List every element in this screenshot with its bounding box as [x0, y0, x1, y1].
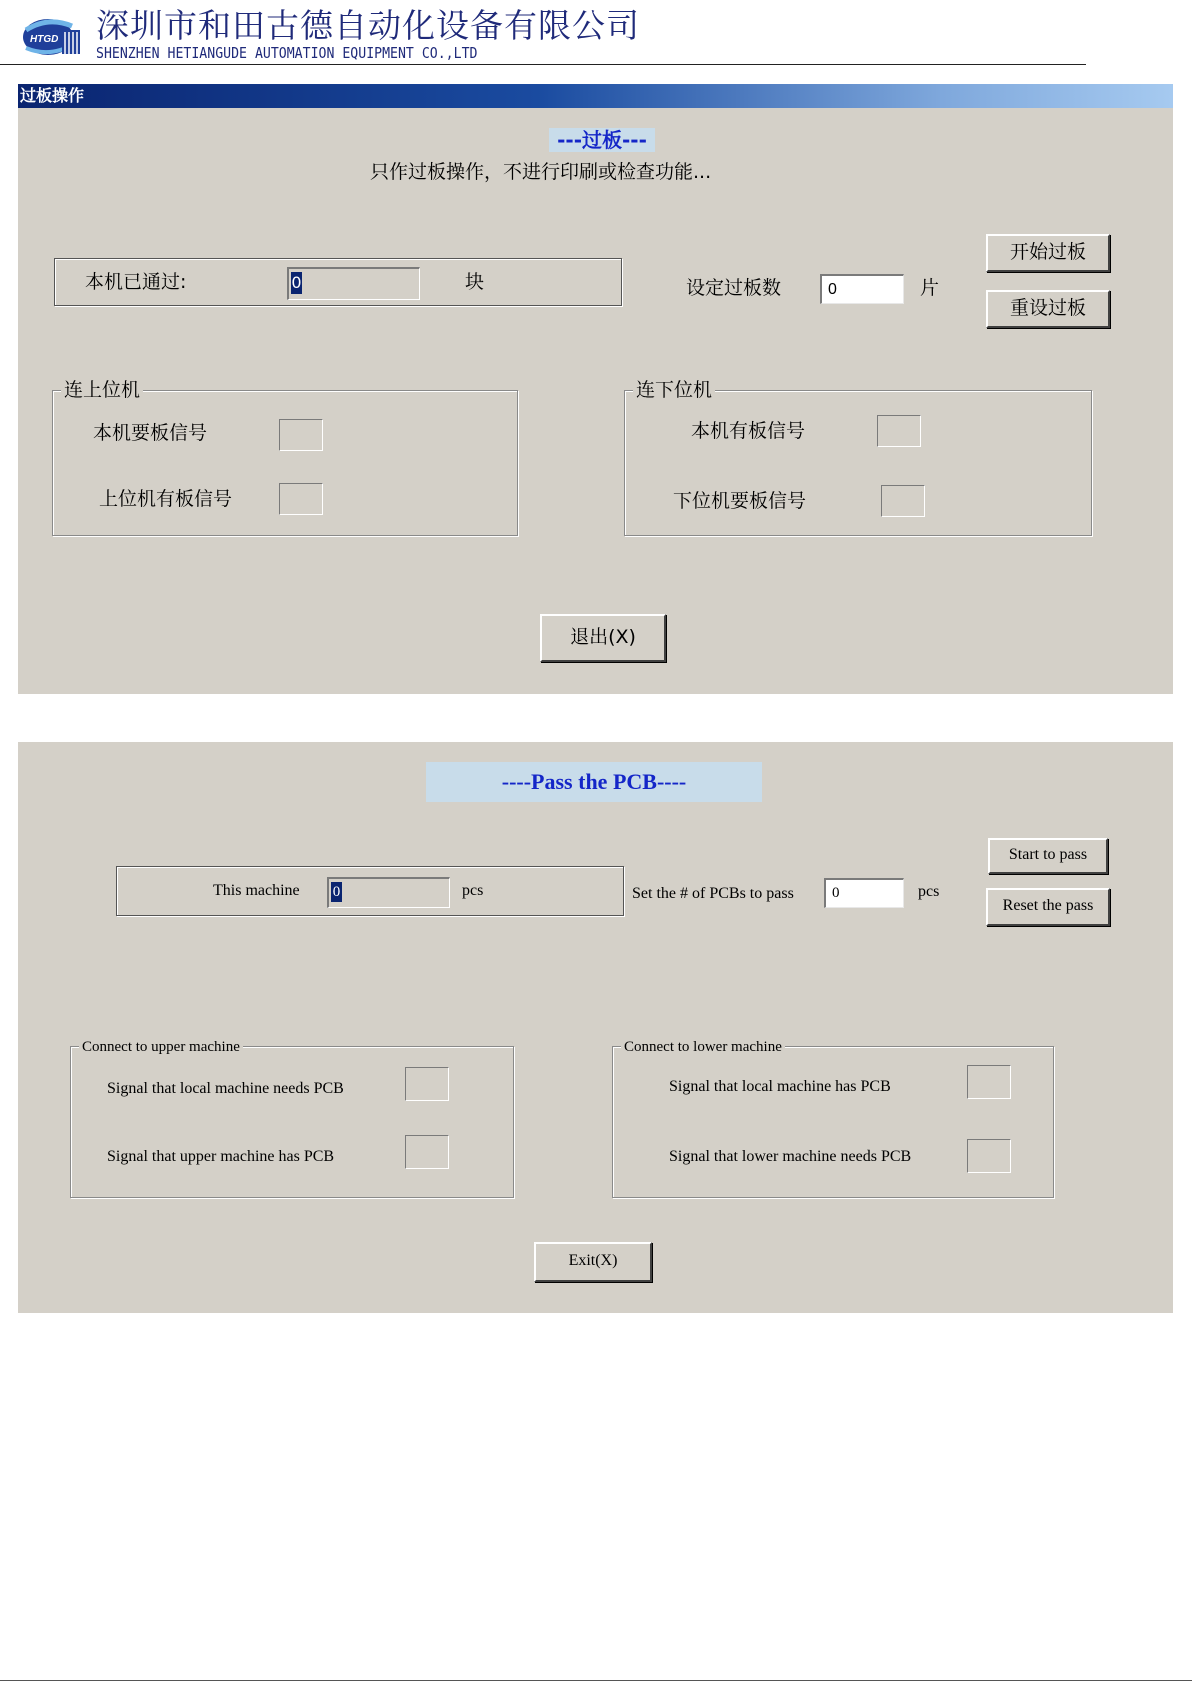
- passed-label: 本机已通过:: [85, 271, 187, 293]
- passed-count-value: 0: [332, 884, 341, 900]
- description-text: 只作过板操作，不进行印刷或检查功能...: [370, 161, 712, 183]
- exit-button[interactable]: Exit(X): [534, 1242, 652, 1282]
- lower-machine-group: [624, 379, 1092, 536]
- set-count-unit: 片: [920, 277, 940, 299]
- passed-count-field: [327, 877, 450, 908]
- local-has-board-label: 本机有板信号: [691, 420, 806, 442]
- passed-counter-group: [54, 258, 622, 306]
- local-needs-pcb-indicator: [405, 1067, 449, 1101]
- set-count-label: Set the # of PCBs to pass: [632, 885, 794, 902]
- svg-text:HTGD: HTGD: [30, 34, 59, 45]
- lower-group-title: Connect to lower machine: [621, 1037, 785, 1057]
- header-divider: [0, 64, 1086, 65]
- window-titlebar: [18, 84, 1173, 108]
- lower-needs-pcb-label: Signal that lower machine needs PCB: [669, 1148, 912, 1165]
- upper-has-board-indicator: [279, 483, 323, 515]
- passed-unit: 块: [465, 271, 485, 293]
- reset-pass-button[interactable]: 重设过板: [986, 290, 1110, 328]
- passed-label: This machine: [213, 882, 300, 899]
- passed-count-value: 0: [291, 273, 302, 292]
- company-logo: [22, 14, 80, 60]
- set-count-unit: pcs: [918, 883, 940, 900]
- upper-machine-group: [70, 1039, 514, 1198]
- footer-divider: [0, 1680, 1192, 1681]
- local-needs-pcb-label: Signal that local machine needs PCB: [107, 1080, 344, 1097]
- pass-board-window-cn: [18, 84, 1173, 694]
- passed-count-field: [287, 267, 420, 300]
- passed-unit: pcs: [462, 882, 484, 899]
- set-count-input[interactable]: [820, 274, 904, 304]
- company-name-en: SHENZHEN HETIANGUDE AUTOMATION EQUIPMENT CO.,LTD: [96, 44, 478, 62]
- upper-group-title: 连上位机: [61, 378, 143, 402]
- window-title: 过板操作: [20, 86, 85, 105]
- local-has-board-indicator: [877, 415, 921, 447]
- upper-group-title: Connect to upper machine: [79, 1037, 243, 1057]
- set-count-label: 设定过板数: [686, 277, 782, 299]
- lower-needs-board-indicator: [881, 485, 925, 517]
- upper-has-board-label: 上位机有板信号: [99, 488, 233, 510]
- exit-button[interactable]: 退出(X): [540, 614, 666, 662]
- start-pass-button[interactable]: 开始过板: [986, 234, 1110, 272]
- local-needs-board-indicator: [279, 419, 323, 451]
- upper-has-pcb-label: Signal that upper machine has PCB: [107, 1148, 335, 1165]
- upper-has-pcb-indicator: [405, 1135, 449, 1169]
- lower-machine-group: [612, 1039, 1054, 1198]
- pass-pcb-window-en: [18, 742, 1173, 1313]
- lower-group-title: 连下位机: [633, 378, 715, 402]
- local-has-pcb-label: Signal that local machine has PCB: [669, 1078, 891, 1095]
- reset-pass-button[interactable]: Reset the pass: [986, 888, 1110, 926]
- local-has-pcb-indicator: [967, 1065, 1011, 1099]
- page-heading: ----Pass the PCB----: [426, 762, 762, 802]
- start-pass-button[interactable]: Start to pass: [988, 838, 1108, 874]
- local-needs-board-label: 本机要板信号: [93, 422, 208, 444]
- lower-needs-pcb-indicator: [967, 1139, 1011, 1173]
- passed-counter-group: [116, 866, 624, 916]
- upper-machine-group: [52, 379, 518, 536]
- lower-needs-board-label: 下位机要板信号: [673, 490, 807, 512]
- company-name-cn: 深圳市和田古德自动化设备有限公司: [96, 6, 640, 45]
- page-heading: ---过板---: [549, 128, 655, 152]
- set-count-input[interactable]: [824, 878, 904, 908]
